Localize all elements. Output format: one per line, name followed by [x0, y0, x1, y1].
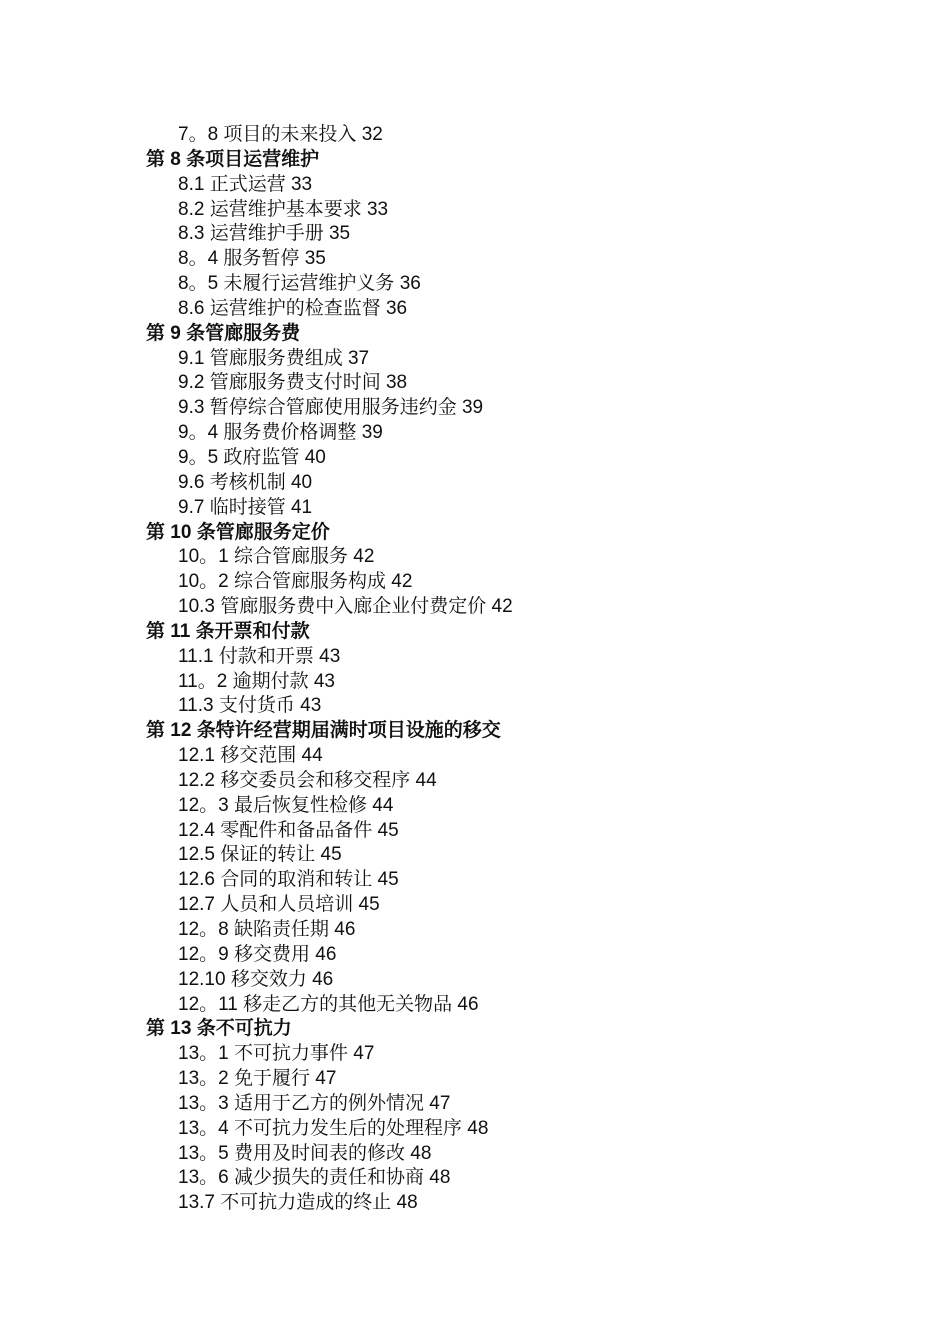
toc-entry-12-9: 12。9 移交费用 46 [178, 943, 337, 965]
toc-entry-8-4: 8。4 服务暂停 35 [178, 248, 326, 270]
toc-entry-9-3: 9.3 暂停综合管廊使用服务违约金 39 [178, 397, 484, 419]
toc-entry-13-4: 13。4 不可抗力发生后的处理程序 48 [178, 1117, 489, 1139]
toc-entry-12-8: 12。8 缺陷责任期 46 [178, 919, 356, 940]
toc-entry-13-6: 13。6 减少损失的责任和协商 48 [178, 1167, 451, 1189]
toc-entry-13-2: 13。2 免于履行 47 [178, 1068, 337, 1090]
toc-entry-11-1: 11.1 付款和开票 43 [178, 645, 341, 667]
toc-entry-12-11: 12。11 移走乙方的其他无关物品 46 [178, 993, 479, 1015]
toc-entry-8-1: 8.1 正式运营 33 [178, 173, 313, 195]
toc-entry-9-4: 9。4 服务费价格调整 39 [178, 422, 383, 444]
toc-entry-8-3: 8.3 运营维护手册 35 [178, 223, 351, 245]
toc-entry-9-7: 9.7 临时接管 41 [178, 496, 313, 518]
toc-entry-13-3: 13。3 适用于乙方的例外情况 47 [178, 1092, 451, 1114]
toc-chapter-13: 第 13 条不可抗力 [146, 1018, 292, 1040]
toc-entry-12-5: 12.5 保证的转让 45 [178, 844, 342, 866]
toc-entry-8-6: 8.6 运营维护的检查监督 36 [178, 297, 408, 319]
toc-entry-11-3: 11.3 支付货币 43 [178, 695, 322, 717]
toc-entry-9-1: 9.1 管廊服务费组成 37 [178, 347, 370, 369]
toc-entry-9-6: 9.6 考核机制 40 [178, 471, 313, 493]
toc-chapter-8: 第 8 条项目运营维护 [146, 148, 320, 170]
toc-entry-11-2: 11。2 逾期付款 43 [178, 670, 335, 692]
toc-entry-7-8: 7。8 项目的未来投入 32 [178, 124, 383, 145]
table-of-contents [146, 123, 906, 1216]
toc-entry-8-5: 8。5 未履行运营维护义务 36 [178, 273, 421, 295]
toc-entry-13-7: 13.7 不可抗力造成的终止 48 [178, 1192, 418, 1214]
toc-entry-10-1: 10。1 综合管廊服务 42 [178, 546, 375, 568]
toc-entry-10-3: 10.3 管廊服务费中入廊企业付费定价 42 [178, 596, 513, 618]
toc-entry-12-10: 12.10 移交效力 46 [178, 968, 334, 990]
toc-chapter-12: 第 12 条特许经营期届满时项目设施的移交 [146, 720, 501, 742]
toc-entry-10-2: 10。2 综合管廊服务构成 42 [178, 571, 413, 593]
toc-entry-9-2: 9.2 管廊服务费支付时间 38 [178, 372, 408, 394]
toc-entry-12-7: 12.7 人员和人员培训 45 [178, 894, 380, 916]
toc-entry-9-5: 9。5 政府监管 40 [178, 446, 326, 468]
toc-entry-12-4: 12.4 零配件和备品备件 45 [178, 819, 399, 841]
toc-entry-12-2: 12.2 移交委员会和移交程序 44 [178, 769, 437, 791]
toc-entry-12-6: 12.6 合同的取消和转让 45 [178, 869, 399, 891]
toc-entry-13-5: 13。5 费用及时间表的修改 48 [178, 1142, 432, 1164]
toc-entry-12-3: 12。3 最后恢复性检修 44 [178, 794, 394, 816]
toc-entry-13-1: 13。1 不可抗力事件 47 [178, 1043, 375, 1065]
toc-chapter-10: 第 10 条管廊服务定价 [146, 521, 330, 543]
toc-chapter-9: 第 9 条管廊服务费 [146, 322, 301, 344]
toc-entry-12-1: 12.1 移交范围 44 [178, 745, 323, 767]
toc-entry-8-2: 8.2 运营维护基本要求 33 [178, 198, 389, 220]
toc-chapter-11: 第 11 条开票和付款 [146, 620, 310, 642]
